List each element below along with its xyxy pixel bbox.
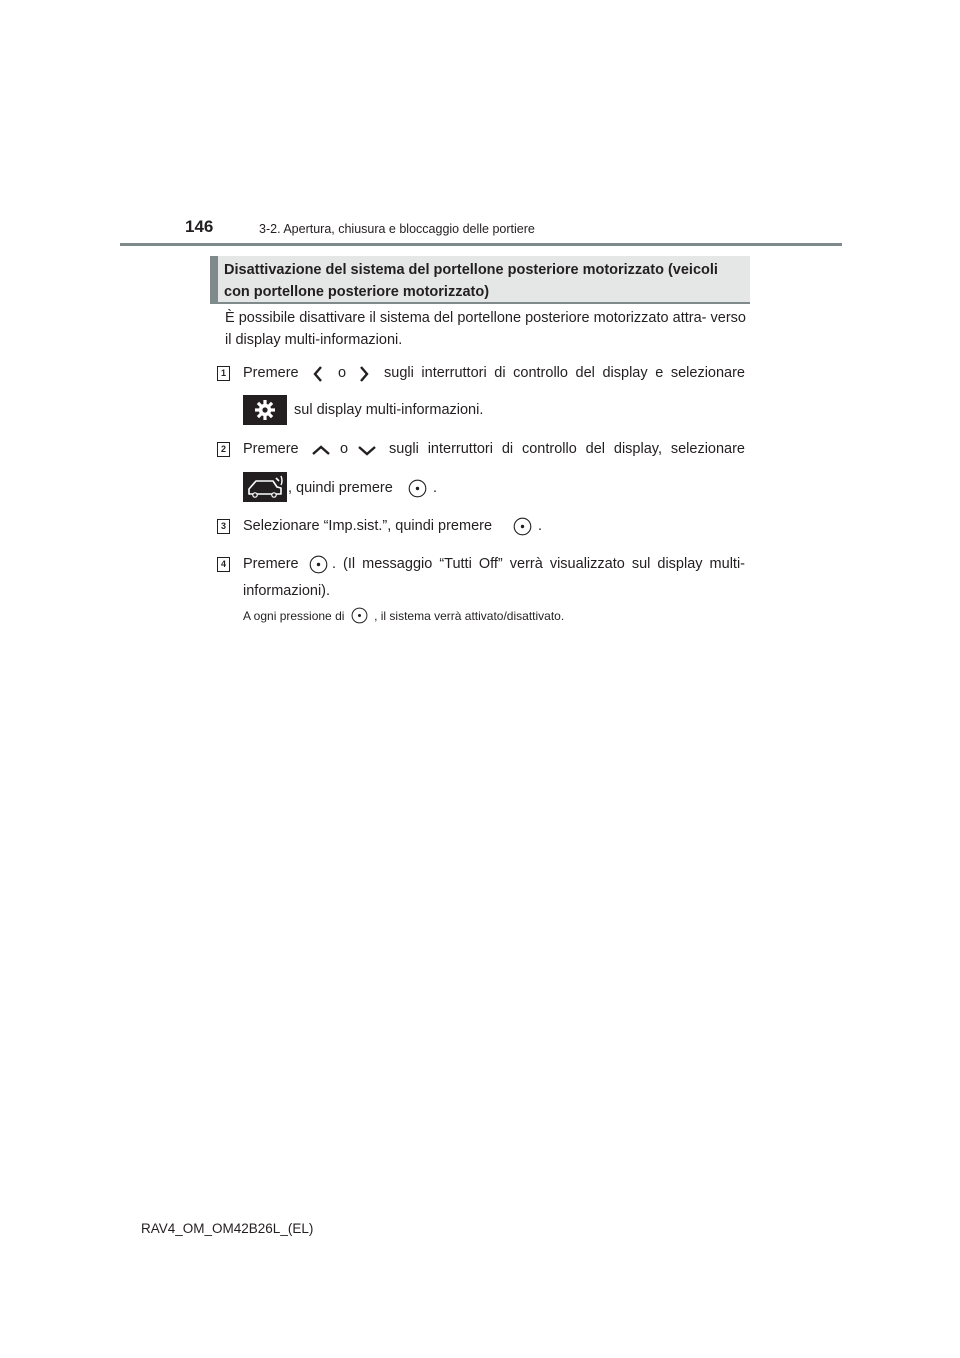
step-2-text-c: , quindi premere [288, 480, 393, 496]
step-number-3: 3 [217, 519, 230, 534]
step-3-text-a: Selezionare “Imp.sist.”, quindi premere [243, 518, 493, 534]
step-1-text-b: sugli interruttori di controllo del display e selezionare [384, 365, 745, 381]
chevron-right-icon [357, 364, 371, 384]
heading-accent-bar [210, 256, 218, 304]
chevron-up-icon [310, 441, 332, 459]
step-2-text-or: o [340, 441, 349, 457]
gear-icon [243, 395, 287, 425]
section-title: 3-2. Apertura, chiusura e bloccaggio delle portiere [259, 222, 535, 236]
section-heading: Disattivazione del sistema del portellone posteriore motorizzato (veicoli con portellone posteriore motorizzato) [224, 262, 718, 300]
step-1-text-a: Premere [243, 365, 299, 381]
step-number-2: 2 [217, 442, 230, 457]
enter-button-icon [351, 607, 368, 624]
enter-button-icon [309, 555, 328, 574]
step-1-text-or: o [338, 365, 347, 381]
step-4-text-b: . (Il messaggio “Tutti Off” verrà visualizzato sul display multi- [332, 556, 745, 572]
step-3-text-b: . [538, 518, 543, 534]
note-text [243, 607, 564, 624]
enter-button-icon [408, 479, 427, 498]
document-code: RAV4_OM_OM42B26L_(EL) [141, 1221, 314, 1236]
step-4-text-c: informazioni). [243, 583, 331, 599]
step-2-text-a: Premere [243, 441, 299, 457]
step-1-text-c: sul display multi-informazioni. [294, 402, 484, 418]
chevron-down-icon [356, 441, 378, 459]
step-number-1: 1 [217, 366, 230, 381]
chevron-left-icon [311, 364, 325, 384]
step-2-text-d: . [433, 480, 438, 496]
step-4-text-a: Premere [243, 556, 299, 572]
step-number-4: 4 [217, 557, 230, 572]
header-rule [120, 243, 842, 246]
car-tailgate-icon [243, 472, 287, 502]
step-2-text-b: sugli interruttori di controllo del display, selezionare [389, 441, 745, 457]
page-number: 146 [185, 217, 214, 236]
intro-paragraph: È possibile disattivare il sistema del portellone posteriore motorizzato attra- verso il display multi-informazioni. [225, 310, 746, 348]
enter-button-icon [513, 517, 532, 536]
note-text-a: A ogni pressione di [243, 609, 345, 623]
note-text-b: , il sistema verrà attivato/disattivato. [374, 609, 565, 623]
